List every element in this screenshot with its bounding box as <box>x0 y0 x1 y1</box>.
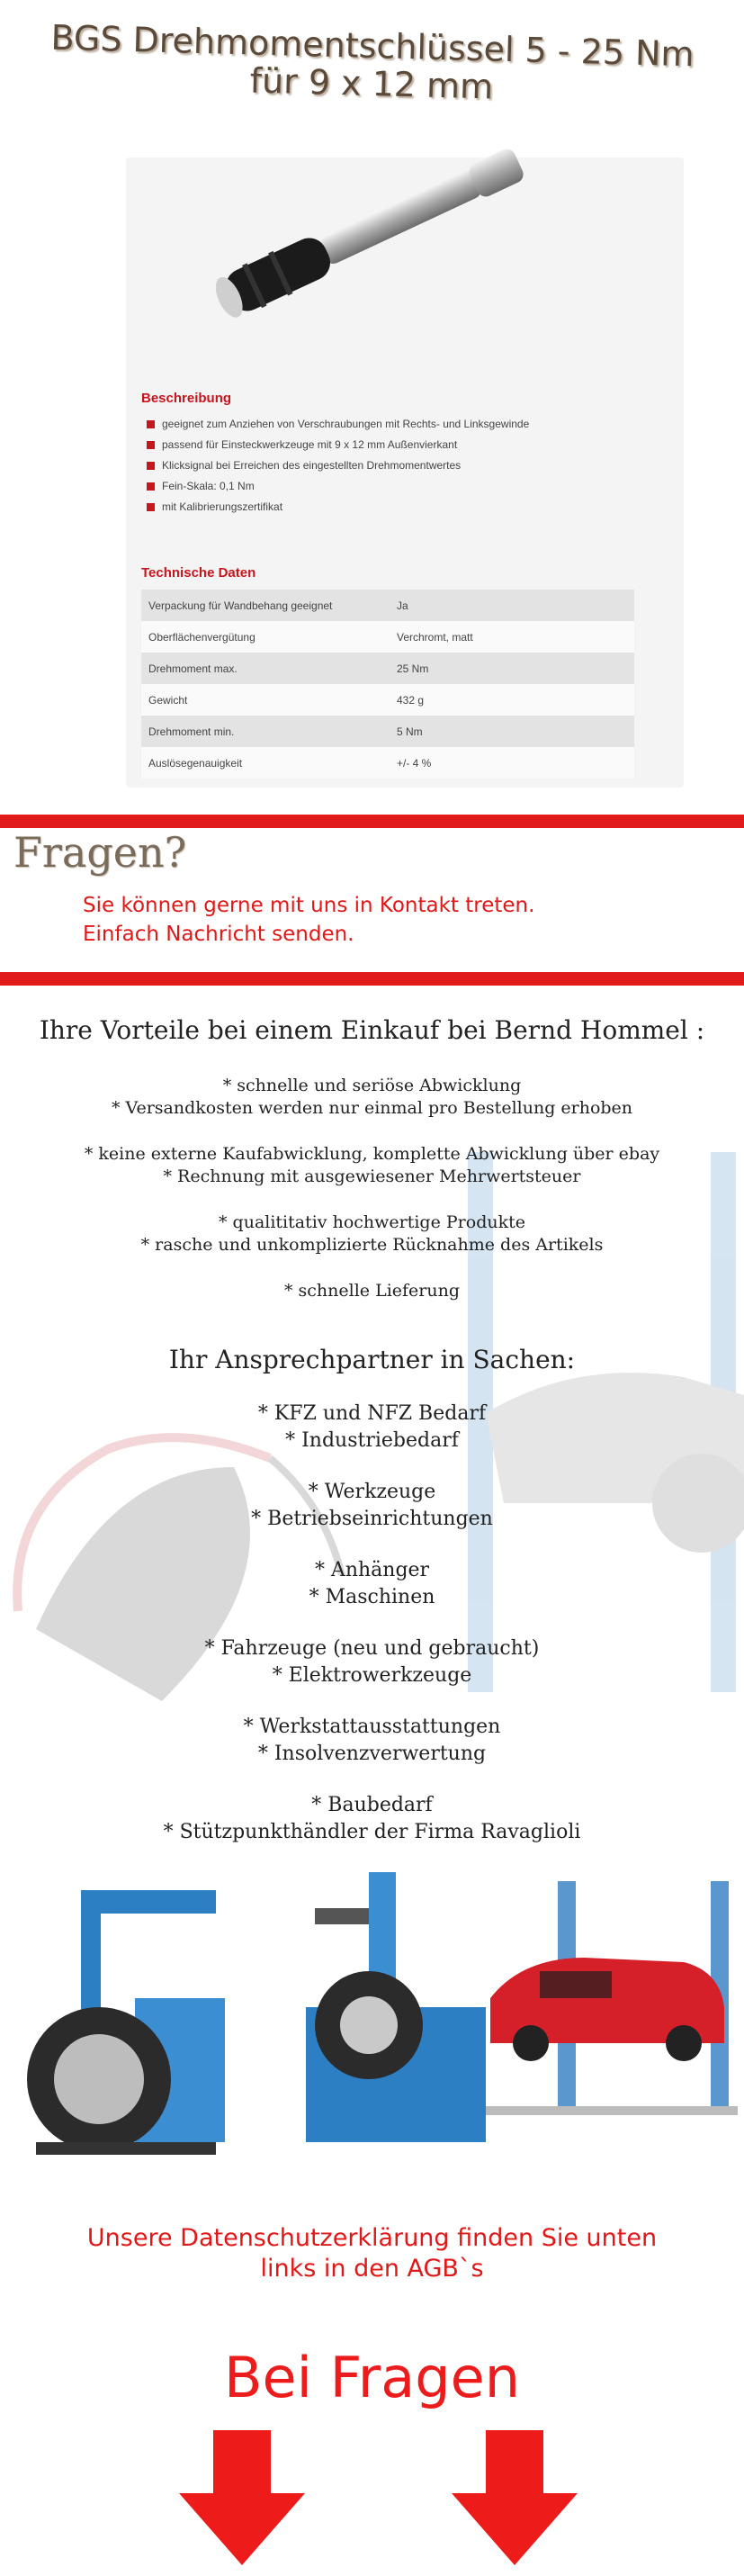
partner-item: * Fahrzeuge (neu und gebraucht) <box>204 1637 540 1660</box>
partner-group <box>0 1401 744 1455</box>
footer-heading: Bei Fragen <box>223 2345 521 2410</box>
table-key: Drehmoment max. <box>141 653 390 684</box>
page-title <box>0 17 744 113</box>
car-lift-image <box>486 1881 738 2115</box>
list-item: geeignet zum Anziehen von Verschraubungen mit Rechts- und Linksgewinde <box>146 414 529 435</box>
advantage-item: * Rechnung mit ausgewiesener Mehrwertsteuer <box>163 1166 581 1186</box>
partner-group <box>0 1792 744 1846</box>
partner-group <box>0 1635 744 1689</box>
advantage-item: * schnelle und seriöse Abwicklung <box>222 1076 522 1095</box>
advantages-group <box>0 1280 744 1302</box>
partner-item: * KFZ und NFZ Bedarf <box>257 1402 487 1425</box>
partner-item: * Insolvenzverwertung <box>257 1743 487 1765</box>
table-row <box>141 716 634 747</box>
technical-data-heading: Technische Daten <box>141 565 256 581</box>
table-value: 432 g <box>390 684 634 716</box>
partner-item: * Anhänger <box>314 1559 430 1581</box>
advantage-item: * keine externe Kaufabwicklung, komplette Abwicklung über ebay <box>84 1144 660 1164</box>
list-item: passend für Einsteckwerkzeuge mit 9 x 12 mm Außenvierkant <box>146 435 529 455</box>
partner-group <box>0 1557 744 1611</box>
table-value: +/- 4 % <box>390 747 634 779</box>
red-divider <box>0 972 744 986</box>
partner-item: * Werkzeuge <box>308 1481 436 1503</box>
table-value: Verchromt, matt <box>390 621 634 653</box>
partner-item: * Stützpunkthändler der Firma Ravaglioli <box>163 1821 581 1843</box>
contact-line-2: Einfach Nachricht senden. <box>83 923 354 946</box>
torque-wrench-image <box>180 126 567 342</box>
workshop-machines-images <box>0 1872 744 2169</box>
table-key: Auslösegenauigkeit <box>141 747 390 779</box>
tire-changer-image <box>306 1872 486 2142</box>
list-item: mit Kalibrierungszertifikat <box>146 497 529 518</box>
table-row <box>141 653 634 684</box>
table-row <box>141 621 634 653</box>
partner-item: * Betriebseinrichtungen <box>251 1508 493 1530</box>
privacy-line-2: links in den AGB`s <box>260 2255 484 2283</box>
title-line-1: BGS Drehmomentschlüssel 5 - 25 Nm <box>50 17 695 75</box>
description-heading: Beschreibung <box>141 391 232 406</box>
advantages-group <box>0 1211 744 1256</box>
table-row <box>141 747 634 779</box>
title-line-2: für 9 x 12 mm <box>249 60 494 107</box>
privacy-line-1: Unsere Datenschutzerklärung finden Sie unten <box>86 2224 658 2252</box>
partner-item: * Werkstattausstattungen <box>243 1716 501 1738</box>
arrow-down-icon <box>179 2430 305 2565</box>
partner-item: * Industriebedarf <box>285 1429 459 1452</box>
privacy-note <box>0 2223 744 2284</box>
advantages-heading: Ihre Vorteile bei einem Einkauf bei Bernd Hommel : <box>39 1015 705 1045</box>
description-list <box>146 414 529 518</box>
partner-item: * Baubedarf <box>311 1794 433 1816</box>
advantage-item: * Versandkosten werden nur einmal pro Bestellung erhoben <box>111 1098 633 1118</box>
table-row <box>141 684 634 716</box>
questions-heading: Fragen? <box>13 828 187 877</box>
advantages-group <box>0 1075 744 1120</box>
partner-heading: Ihr Ansprechpartner in Sachen: <box>168 1345 576 1374</box>
red-divider <box>0 815 744 828</box>
advantage-item: * schnelle Lieferung <box>283 1281 461 1301</box>
table-value: 25 Nm <box>390 653 634 684</box>
technical-data-table <box>141 590 634 779</box>
table-key: Drehmoment min. <box>141 716 390 747</box>
contact-line-1: Sie können gerne mit uns in Kontakt treten. <box>83 894 535 917</box>
list-item: Klicksignal bei Erreichen des eingestellten Drehmomentwertes <box>146 455 529 476</box>
list-item: Fein-Skala: 0,1 Nm <box>146 476 529 497</box>
partner-item: * Elektrowerkzeuge <box>272 1664 472 1687</box>
partner-item: * Maschinen <box>309 1586 435 1608</box>
table-key: Oberflächenvergütung <box>141 621 390 653</box>
down-arrows <box>0 2430 744 2576</box>
table-key: Gewicht <box>141 684 390 716</box>
partner-group <box>0 1714 744 1768</box>
advantages-group <box>0 1143 744 1188</box>
table-value: Ja <box>390 590 634 621</box>
arrow-down-icon <box>452 2430 578 2565</box>
partner-group <box>0 1479 744 1533</box>
advantage-item: * rasche und unkomplizierte Rücknahme des Artikels <box>140 1235 604 1255</box>
table-row <box>141 590 634 621</box>
tire-changer-image <box>27 1890 225 2155</box>
table-value: 5 Nm <box>390 716 634 747</box>
advantage-item: * qualititativ hochwertige Produkte <box>219 1212 525 1232</box>
contact-text <box>83 891 534 949</box>
table-key: Verpackung für Wandbehang geeignet <box>141 590 390 621</box>
